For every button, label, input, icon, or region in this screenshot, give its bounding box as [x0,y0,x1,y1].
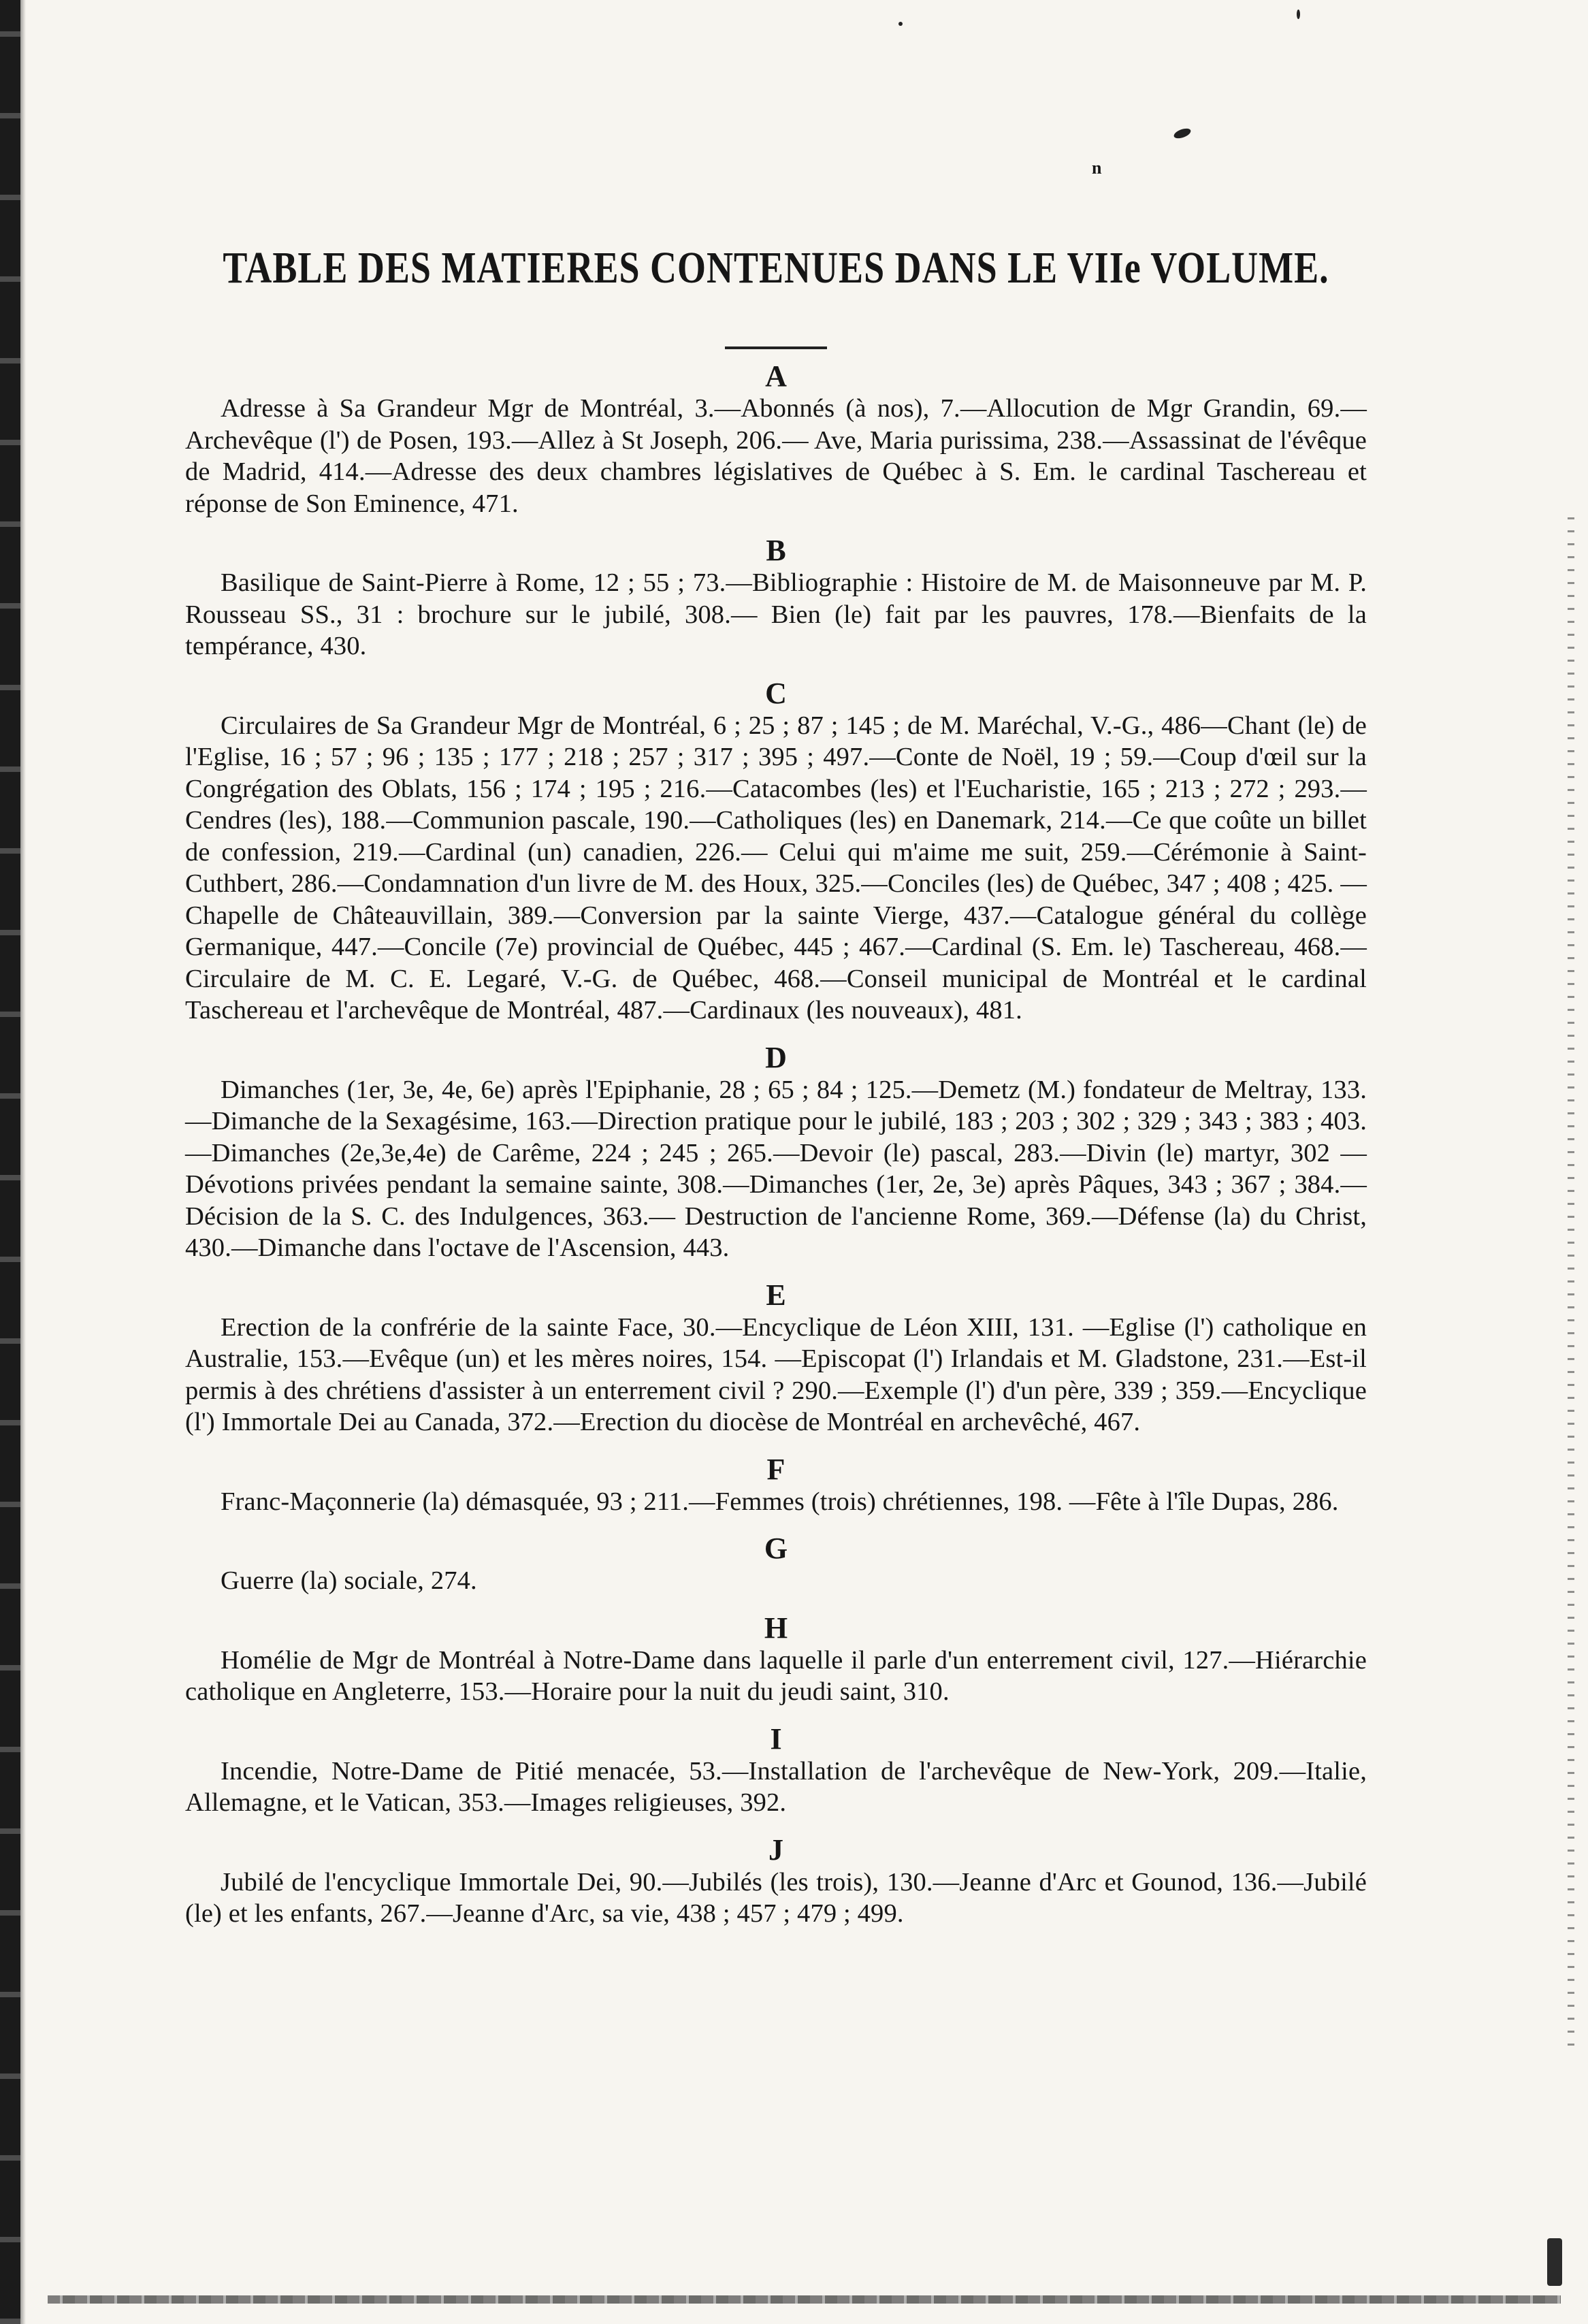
section-h [185,1612,1367,1708]
speck [1173,127,1193,140]
section-g [185,1532,1367,1597]
section-letter: H [764,1611,788,1645]
section-c [185,677,1367,1027]
section-entries: Guerre (la) sociale, 274. [221,1566,477,1595]
page-mark: n [1092,158,1102,178]
section-f [185,1453,1367,1518]
section-letter: E [766,1278,786,1312]
section-entries: Homélie de Mgr de Montréal à Notre-Dame dans laquelle il parle d'un enterrement civil, 127.—Hiérarchie catholique en Angleterre, 153.—Horaire pour la nuit du jeudi saint, 310. [185,1645,1367,1706]
section-d [185,1042,1367,1264]
section-letter: F [766,1452,785,1486]
section-e [185,1279,1367,1438]
section-j [185,1834,1367,1930]
table-of-contents [185,242,1367,1945]
bottom-page-edge [48,2295,1561,2304]
section-entries: Dimanches (1er, 3e, 4e, 6e) après l'Epiphanie, 28 ; 65 ; 84 ; 125.—Demetz (M.) fondateur de Meltray, 133.—Dimanche de la Sexagésime, 163.—Direction pratique pour le jubilé, 183 ; 203 ; 302 ; 329 ; 343 ; 383 ; 403.—Dimanches (2e,3e,4e) de Carême, 224 ; 245 ; 265.—Devoir (le) pascal, 283.—Divin (le) martyr, 302 — Dévotions privées pendant la semaine sainte, 308.—Dimanches (1er, 2e, 3e) après Pâques, 343 ; 367 ; 384.—Décision de la S. C. des Indulgences, 363.— Destruction de l'ancienne Rome, 369.—Défense (la) du Christ, 430.—Dimanche dans l'octave de l'Ascension, 443. [185,1075,1367,1262]
section-letter: D [765,1040,787,1074]
page-title: TABLE DES MATIERES CONTENUES DANS LE VIIe VOLUME. [223,242,1329,293]
section-i [185,1723,1367,1819]
section-a [185,360,1367,519]
section-entries: Erection de la confrérie de la sainte Face, 30.—Encyclique de Léon XIII, 131. —Eglise (l') catholique en Australie, 153.—Evêque (un) et les mères noires, 154. —Episcopat (l') Irlandais et M. Gladstone, 231.—Est-il permis à des chrétiens d'assister à un enterrement civil ? 290.—Exemple (l') d'un père, 339 ; 359.—Encyclique (l') Immortale Dei au Canada, 372.—Erection du diocèse de Montréal en archevêché, 467. [185,1312,1367,1436]
section-entries: Basilique de Saint-Pierre à Rome, 12 ; 55 ; 73.—Bibliographie : Histoire de M. de Maisonneuve par M. P. Rousseau SS., 31 : brochure sur le jubilé, 308.— Bien (le) fait par les pauvres, 178.—Bienfaits de la tempérance, 430. [185,568,1367,660]
section-entries: Jubilé de l'encyclique Immortale Dei, 90.—Jubilés (les trois), 130.—Jeanne d'Arc et Gounod, 136.—Jubilé (le) et les enfants, 267.—Jeanne d'Arc, sa vie, 438 ; 457 ; 479 ; 499. [185,1867,1367,1928]
section-letter: J [768,1833,783,1867]
section-letter: B [766,534,786,567]
section-entries: Incendie, Notre-Dame de Pitié menacée, 53.—Installation de l'archevêque de New-York, 209.—Italie, Allemagne, et le Vatican, 353.—Images religieuses, 392. [185,1756,1367,1817]
margin-specks [1568,517,1574,2049]
section-entries: Franc-Maçonnerie (la) démasquée, 93 ; 211.—Femmes (trois) chrétiennes, 198. —Fête à l'île Dupas, 286. [221,1487,1339,1516]
section-letter: I [770,1722,782,1756]
binding-edge [0,0,20,2324]
section-letter: C [765,676,787,710]
section-letter: A [765,359,787,393]
section-letter: G [764,1532,788,1565]
corner-blot [1547,2238,1562,2286]
speck [898,22,903,26]
section-entries: Circulaires de Sa Grandeur Mgr de Montréal, 6 ; 25 ; 87 ; 145 ; de M. Maréchal, V.-G., 486—Chant (le) de l'Eglise, 16 ; 57 ; 96 ; 135 ; 177 ; 218 ; 257 ; 317 ; 395 ; 497.—Conte de Noël, 19 ; 59.—Coup d'œil sur la Congrégation des Oblats, 156 ; 174 ; 195 ; 216.—Catacombes (les) et l'Eucharistie, 165 ; 213 ; 272 ; 293.— Cendres (les), 188.—Communion pascale, 190.—Catholiques (les) en Danemark, 214.—Ce que coûte un billet de confession, 219.—Cardinal (un) canadien, 226.— Celui qui m'aime me suit, 259.—Cérémonie à Saint-Cuthbert, 286.—Condamnation d'un livre de M. des Houx, 325.—Conciles (les) de Québec, 347 ; 408 ; 425. —Chapelle de Châteauvillain, 389.—Conversion par la sainte Vierge, 437.—Catalogue général du collège Germanique, 447.—Concile (7e) provincial de Québec, 445 ; 467.—Cardinal (S. Em. le) Taschereau, 468.—Circulaire de M. C. E. Legaré, V.-G. de Québec, 468.—Conseil municipal de Montréal et le cardinal Taschereau et l'archevêque de Montréal, 487.—Cardinaux (les nouveaux), 481. [185,711,1367,1024]
speck [1297,10,1300,19]
title-rule [725,346,827,349]
section-b [185,534,1367,662]
section-entries: Adresse à Sa Grandeur Mgr de Montréal, 3.—Abonnés (à nos), 7.—Allocution de Mgr Grandin, 69.—Archevêque (l') de Posen, 193.—Allez à St Joseph, 206.— Ave, Maria purissima, 238.—Assassinat de l'évêque de Madrid, 414.—Adresse des deux chambres législatives de Québec à S. Em. le cardinal Taschereau et réponse de Son Eminence, 471. [185,394,1367,518]
